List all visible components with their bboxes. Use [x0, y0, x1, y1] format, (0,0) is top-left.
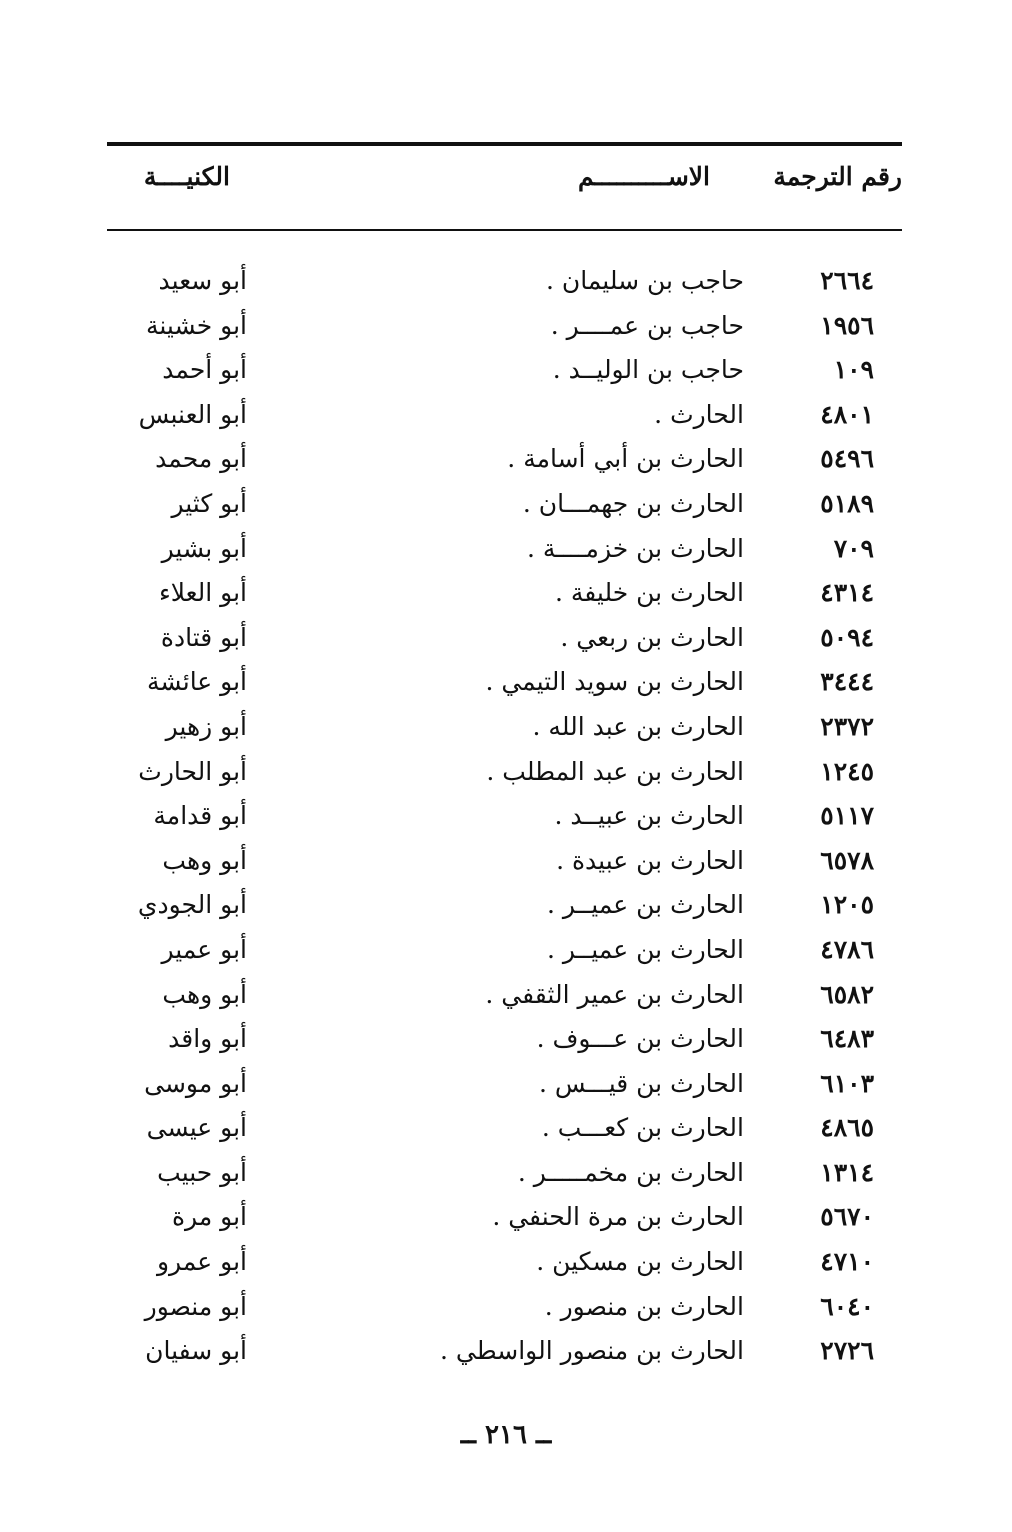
entry-name: الحارث بن عبد المطلب . — [486, 756, 744, 786]
table-row — [107, 886, 902, 931]
entry-name: حاجب بن سليمان . — [545, 266, 744, 295]
header-bottom-rule — [107, 229, 902, 231]
entry-name: الحارث بن مسكين . — [536, 1247, 744, 1277]
table-row — [107, 440, 902, 485]
entry-name: الحارث بن سويد التيمي . — [485, 667, 744, 697]
column-header-number: رقم الترجمة — [773, 162, 902, 191]
entry-number: ٦٥٨٢ — [820, 979, 874, 1009]
entry-kunya: أبو كثير — [171, 488, 247, 518]
entry-kunya: أبو حبيب — [157, 1157, 247, 1187]
entry-name: حاجب بن الوليــد . — [552, 355, 744, 385]
entry-number: ٦١٠٣ — [820, 1068, 874, 1098]
page-number: ــ ٢١٦ ــ — [460, 1420, 552, 1450]
entry-kunya: أبو مرة — [171, 1202, 247, 1232]
entry-name: الحارث بن مرة الحنفي . — [492, 1202, 744, 1232]
entry-kunya: أبو محمد — [155, 444, 247, 474]
table-row — [107, 708, 902, 753]
entry-number: ٤٣١٤ — [820, 578, 874, 608]
table-row — [107, 797, 902, 842]
table-header — [107, 162, 902, 202]
table-row — [107, 351, 902, 396]
entry-kunya: أبو عمير — [161, 934, 247, 964]
entry-name: الحارث . — [654, 399, 744, 429]
table-body — [107, 262, 902, 1377]
entry-number: ٦٥٧٨ — [820, 845, 874, 875]
entry-kunya: أبو العنبس — [138, 399, 247, 429]
entry-name: الحارث بن عميــر . — [546, 890, 744, 920]
entry-number: ٣٤٤٤ — [820, 667, 874, 697]
table-row — [107, 1243, 902, 1288]
table-row — [107, 663, 902, 708]
entry-kunya: أبو عمرو — [156, 1247, 247, 1277]
table-row — [107, 1288, 902, 1333]
entry-kunya: أبو قتادة — [160, 622, 247, 652]
table-row — [107, 1065, 902, 1110]
table-row — [107, 262, 902, 307]
column-header-name: الاســــــــــم — [577, 162, 710, 191]
entry-number: ٥٦٧٠ — [820, 1202, 874, 1232]
entry-kunya: أبو وهب — [162, 979, 247, 1009]
entry-kunya: أبو زهير — [165, 711, 247, 741]
entry-name: الحارث بن جهمـــان . — [522, 488, 744, 518]
table-row — [107, 1109, 902, 1154]
entry-name: الحارث بن منصور . — [544, 1291, 744, 1321]
entry-number: ٥٤٩٦ — [820, 444, 874, 474]
entry-number: ٦٤٨٣ — [820, 1024, 874, 1054]
entry-number: ٤٨٦٥ — [820, 1113, 874, 1143]
entry-kunya: أبو منصور — [144, 1291, 247, 1321]
table-row — [107, 619, 902, 664]
table-row — [107, 1332, 902, 1377]
table-row — [107, 1020, 902, 1065]
entry-number: ٤٨٠١ — [820, 399, 874, 429]
entry-name: الحارث بن خزمــــة . — [526, 533, 744, 563]
table-row — [107, 574, 902, 619]
header-top-rule — [107, 142, 902, 146]
entry-name: الحارث بن عمير الثقفي . — [485, 979, 744, 1009]
entry-kunya: أبو بشير — [161, 533, 247, 563]
table-row — [107, 396, 902, 441]
entry-kunya: أبو العلاء — [158, 578, 247, 608]
entry-number: ١٢٠٥ — [820, 890, 874, 920]
entry-name: الحارث بن خليفة . — [554, 578, 744, 608]
entry-kunya: أبو عائشة — [147, 667, 247, 697]
entry-kunya: أبو واقد — [168, 1024, 247, 1054]
entry-name: الحارث بن عبيــد . — [554, 801, 744, 831]
entry-number: ٥٠٩٤ — [820, 622, 874, 652]
entry-number: ٦٠٤٠ — [820, 1291, 874, 1321]
entry-kunya: أبو وهب — [162, 845, 247, 875]
entry-number: ٥١٨٩ — [820, 488, 874, 518]
entry-number: ٢٣٧٢ — [820, 711, 874, 741]
table-row — [107, 530, 902, 575]
entry-number: ٢٧٢٦ — [820, 1336, 874, 1366]
entry-name: الحارث بن عبيدة . — [556, 845, 744, 875]
entry-kunya: أبو سعيد — [158, 266, 247, 295]
entry-name: الحارث بن قيـــس . — [538, 1068, 744, 1098]
entry-number: ٢٦٦٤ — [820, 266, 874, 295]
entry-kunya: أبو قدامة — [153, 801, 247, 831]
entry-kunya: أبو خشينة — [145, 310, 247, 340]
table-row — [107, 753, 902, 798]
table-row — [107, 976, 902, 1021]
entry-number: ١٩٥٦ — [820, 310, 874, 340]
entry-number: ٤٧١٠ — [820, 1247, 874, 1277]
table-row — [107, 1198, 902, 1243]
table-row — [107, 842, 902, 887]
table-row — [107, 931, 902, 976]
entry-name: حاجب بن عمــــر . — [550, 310, 744, 340]
entry-name: الحارث بن عـــوف . — [536, 1024, 744, 1054]
entry-name: الحارث بن مخمـــــر . — [517, 1157, 744, 1187]
entry-number: ٥١١٧ — [820, 801, 874, 831]
entry-name: الحارث بن عميــر . — [546, 934, 744, 964]
table-row — [107, 485, 902, 530]
entry-kunya: أبو سفيان — [145, 1336, 247, 1366]
entry-number: ٤٧٨٦ — [820, 934, 874, 964]
entry-name: الحارث بن كعـــب . — [541, 1113, 744, 1143]
entry-name: الحارث بن أبي أسامة . — [507, 444, 744, 474]
entry-name: الحارث بن عبد الله . — [532, 711, 744, 741]
table-row — [107, 307, 902, 352]
entry-number: ١٣١٤ — [820, 1157, 874, 1187]
entry-kunya: أبو الحارث — [138, 756, 247, 786]
column-header-kunya: الكنيــــة — [143, 162, 230, 191]
entry-kunya: أبو الجودي — [137, 890, 247, 920]
entry-kunya: أبو أحمد — [162, 355, 247, 385]
entry-kunya: أبو موسى — [144, 1068, 247, 1098]
entry-number: ٧٠٩ — [833, 533, 874, 563]
table-row — [107, 1154, 902, 1199]
entry-name: الحارث بن منصور الواسطي . — [440, 1336, 744, 1366]
entry-number: ١٢٤٥ — [820, 756, 874, 786]
entry-name: الحارث بن ربعي . — [560, 622, 744, 652]
entry-number: ١٠٩ — [833, 355, 874, 385]
entry-kunya: أبو عيسى — [146, 1113, 247, 1143]
